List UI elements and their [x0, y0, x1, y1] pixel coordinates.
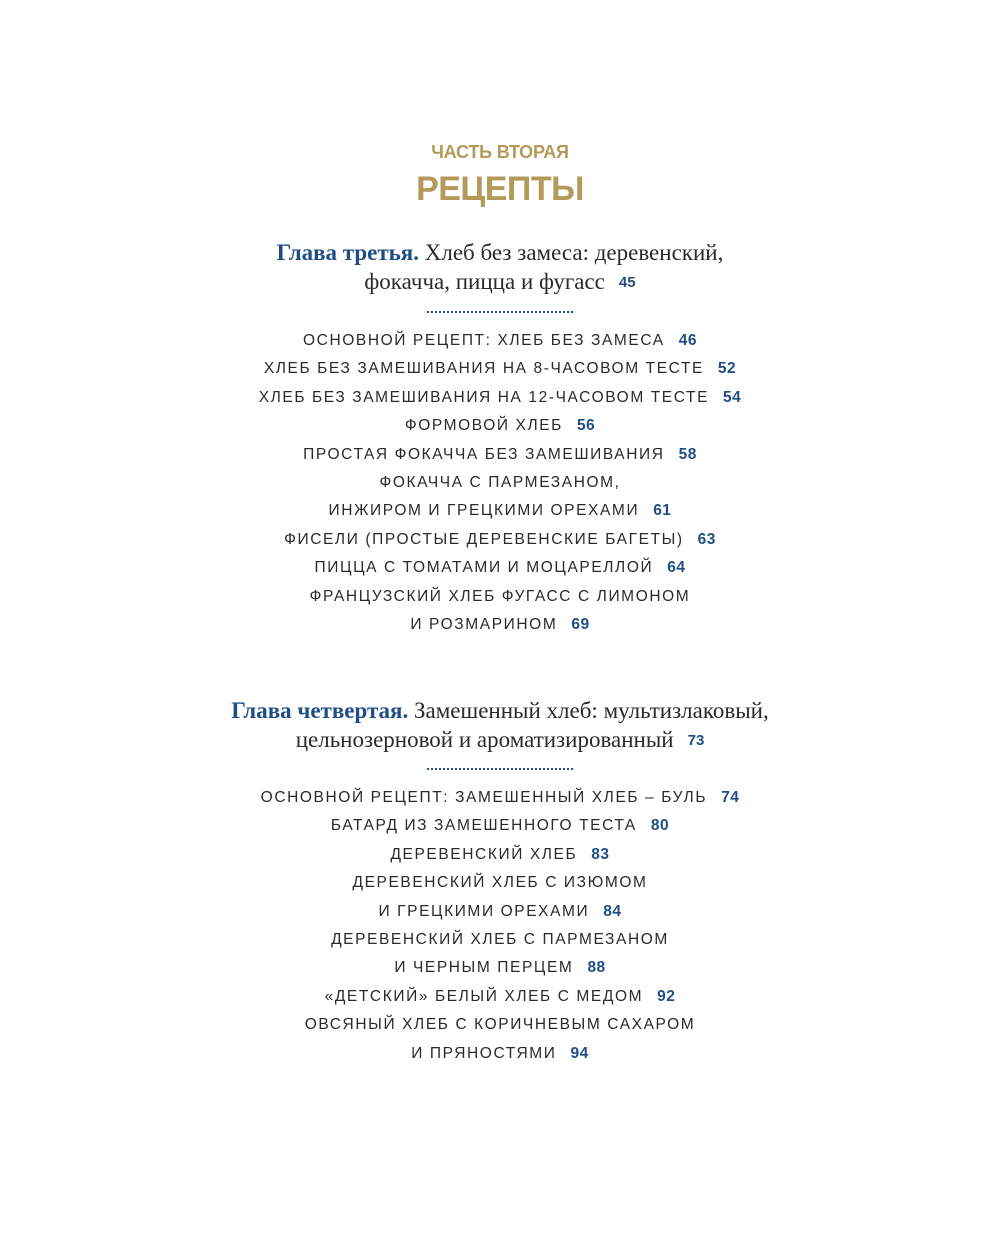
toc-entry — [0, 355, 1000, 383]
toc-entry — [0, 1011, 1000, 1039]
chapter-4-title-line-2: цельнозерновой и ароматизированный — [295, 727, 674, 752]
toc-entry-title: ИНЖИРОМ И ГРЕЦКИМИ ОРЕХАМИ — [328, 502, 640, 520]
part-title: РЕЦЕПТЫ — [416, 170, 584, 208]
toc-entry — [0, 1040, 1000, 1068]
chapter-4-entries — [0, 784, 1000, 1068]
chapter-4-heading-line-2 — [0, 725, 1000, 755]
toc-entry-page-number: 52 — [717, 360, 737, 378]
toc-entry — [0, 841, 1000, 869]
toc-entry-title: И РОЗМАРИНОМ — [410, 615, 558, 633]
toc-entry-page-number: 92 — [657, 987, 676, 1005]
toc-entry-title: ХЛЕБ БЕЗ ЗАМЕШИВАНИЯ НА 8-ЧАСОВОМ ТЕСТЕ — [263, 360, 704, 378]
toc-entry-page-number: 46 — [678, 332, 697, 349]
toc-entry-title: ФОРМОВОЙ ХЛЕБ — [404, 417, 563, 435]
chapter-4-heading — [0, 696, 1000, 755]
toc-entry-page-number: 54 — [723, 388, 742, 406]
toc-entry-title: ФОКАЧЧА С ПАРМЕЗАНОМ, — [379, 473, 621, 491]
chapter-3-label: Глава третья. — [276, 240, 420, 265]
toc-entry-page-number: 58 — [678, 445, 697, 463]
toc-entry — [0, 926, 1000, 954]
toc-entry — [0, 812, 1000, 840]
toc-entry — [0, 412, 1000, 440]
toc-entry — [0, 441, 1000, 469]
toc-entry-title: ОСНОВНОЙ РЕЦЕПТ: ЗАМЕШЕННЫЙ ХЛЕБ – БУЛЬ — [260, 789, 708, 806]
toc-entry-title: И ЧЕРНЫМ ПЕРЦЕМ — [394, 959, 574, 977]
chapter-4-page-number: 73 — [687, 732, 705, 749]
toc-entry-title: ДЕРЕВЕНСКИЙ ХЛЕБ С ПАРМЕЗАНОМ — [331, 930, 669, 948]
toc-entry-page-number: 84 — [603, 902, 622, 920]
chapter-4-title-line-1: Замешенный хлеб: мультизлаковый, — [414, 698, 769, 723]
toc-entry-title: ОВСЯНЫЙ ХЛЕБ С КОРИЧНЕВЫМ САХАРОМ — [304, 1016, 696, 1034]
toc-entry-page-number: 56 — [576, 417, 596, 435]
chapter-3-entries — [0, 327, 1000, 639]
chapter-3-page-number: 45 — [618, 274, 636, 291]
toc-entry — [0, 497, 1000, 525]
toc-entry-title: «ДЕТСКИЙ» БЕЛЫЙ ХЛЕБ С МЕДОМ — [324, 987, 644, 1005]
toc-entry — [0, 583, 1000, 611]
toc-entry-page-number: 94 — [570, 1044, 589, 1062]
chapter-3-heading-line-2 — [0, 267, 1000, 297]
chapter-4-heading-line-1 — [0, 696, 1000, 725]
toc-entry-title: ПИЦЦА С ТОМАТАМИ И МОЦАРЕЛЛОЙ — [314, 559, 654, 577]
chapter-3-heading — [0, 238, 1000, 297]
toc-entry-title: ФИСЕЛИ (ПРОСТЫЕ ДЕРЕВЕНСКИЕ БАГЕТЫ) — [284, 530, 684, 548]
toc-entry-title: ДЕРЕВЕНСКИЙ ХЛЕБ С ИЗЮМОМ — [352, 874, 648, 892]
toc-entry — [0, 784, 1000, 812]
toc-entry-page-number: 88 — [587, 959, 606, 977]
toc-entry — [0, 898, 1000, 926]
toc-entry — [0, 611, 1000, 639]
toc-entry — [0, 869, 1000, 897]
toc-entry-title: БАТАРД ИЗ ЗАМЕШЕННОГО ТЕСТА — [330, 817, 637, 835]
toc-entry-title: И ГРЕЦКИМИ ОРЕХАМИ — [378, 902, 590, 920]
toc-entry-page-number: 63 — [697, 530, 716, 548]
toc-entry — [0, 469, 1000, 497]
toc-entry-title: ФРАНЦУЗСКИЙ ХЛЕБ ФУГАСС С ЛИМОНОМ — [309, 587, 691, 605]
toc-entry-page-number: 61 — [653, 502, 672, 520]
toc-entry — [0, 954, 1000, 982]
toc-entry — [0, 526, 1000, 554]
toc-entry-title: ПРОСТАЯ ФОКАЧЧА БЕЗ ЗАМЕШИВАНИЯ — [303, 445, 665, 463]
chapter-4-label: Глава четвертая. — [231, 698, 409, 723]
toc-entry-page-number: 64 — [667, 559, 686, 577]
toc-entry — [0, 983, 1000, 1011]
toc-entry-page-number: 74 — [721, 789, 740, 806]
toc-entry-title: ХЛЕБ БЕЗ ЗАМЕШИВАНИЯ НА 12-ЧАСОВОМ ТЕСТЕ — [258, 388, 710, 406]
chapter-3-divider — [427, 311, 573, 313]
toc-entry-title: И ПРЯНОСТЯМИ — [411, 1044, 557, 1062]
chapter-3-title-line-2: фокачча, пицца и фугасс — [364, 269, 605, 294]
toc-entry-page-number: 69 — [571, 615, 590, 633]
toc-entry-title: ДЕРЕВЕНСКИЙ ХЛЕБ — [390, 845, 578, 863]
toc-entry-title: ОСНОВНОЙ РЕЦЕПТ: ХЛЕБ БЕЗ ЗАМЕСА — [303, 332, 665, 349]
toc-entry — [0, 327, 1000, 355]
toc-entry — [0, 554, 1000, 582]
chapter-3-heading-line-1 — [0, 238, 1000, 267]
chapter-4-divider — [427, 768, 573, 770]
chapter-3-title-line-1: Хлеб без замеса: деревенский, — [424, 240, 724, 265]
toc-entry — [0, 384, 1000, 412]
toc-entry-page-number: 83 — [591, 845, 610, 863]
toc-entry-page-number: 80 — [650, 817, 670, 835]
part-label: ЧАСТЬ ВТОРАЯ — [431, 142, 569, 162]
